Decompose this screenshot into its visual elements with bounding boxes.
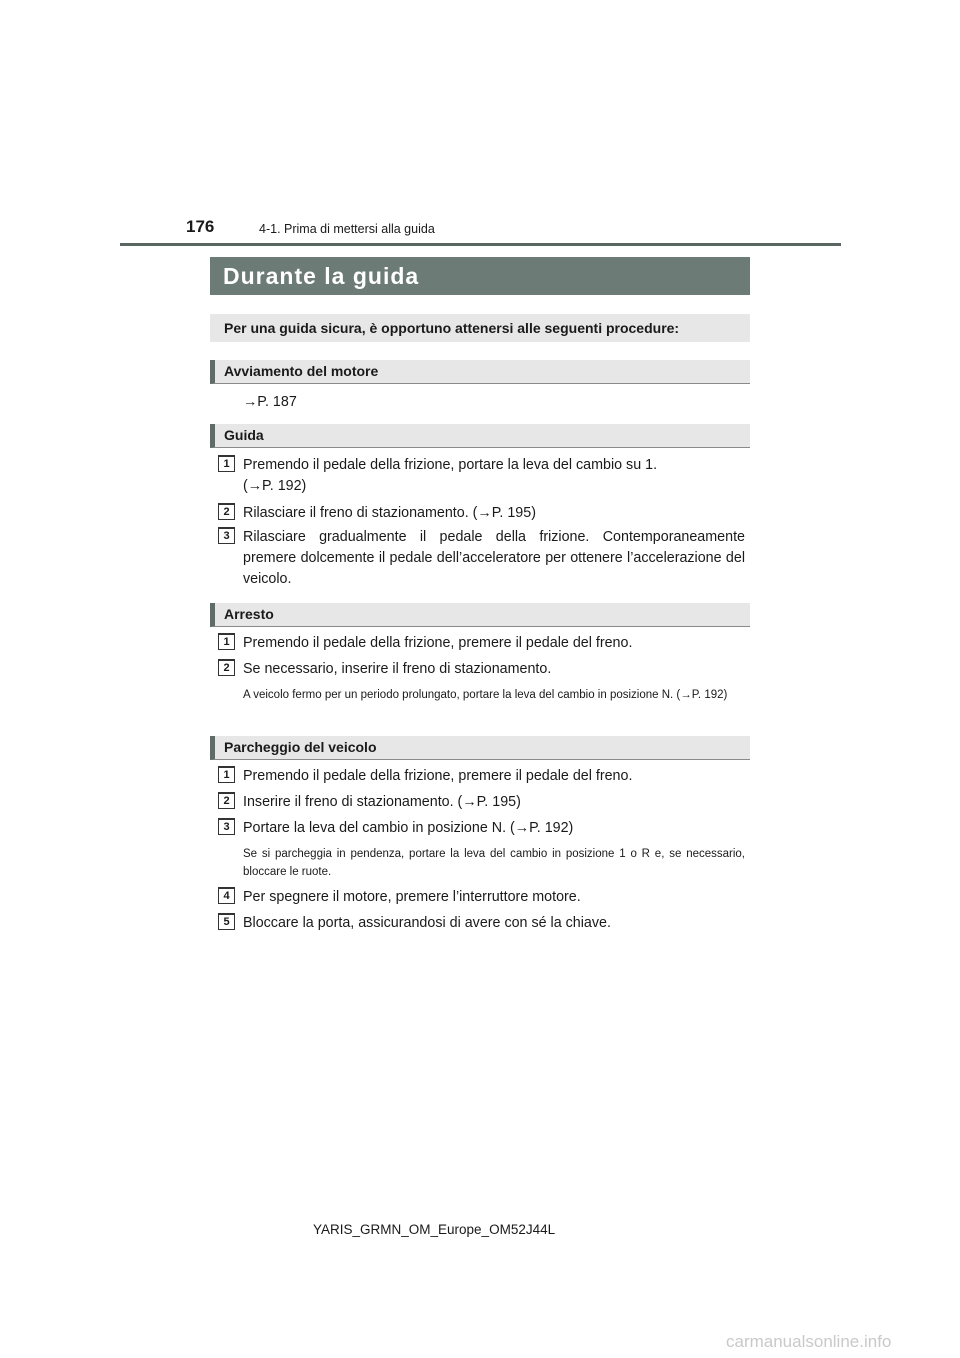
guida-step-1 bbox=[243, 455, 745, 497]
avviamento-reference: →P. 187 bbox=[243, 394, 297, 410]
parcheggio-step-4: Per spegnere il motore, premere l’interruttore motore. bbox=[243, 889, 581, 905]
page-number: 176 bbox=[186, 217, 215, 236]
heading-avviamento: Avviamento del motore bbox=[210, 360, 750, 384]
arresto-step-2: Se necessario, inserire il freno di stazionamento. bbox=[243, 661, 552, 677]
footer-model-code: YARIS_GRMN_OM_Europe_OM52J44L bbox=[313, 1222, 556, 1237]
parcheggio-step-2: Inserire il freno di stazionamento. (→P. 195) bbox=[243, 794, 521, 810]
page-title: Durante la guida bbox=[210, 257, 750, 295]
step-number-badge: 2 bbox=[218, 659, 235, 676]
step-number-badge: 1 bbox=[218, 766, 235, 783]
guida-step-1-ref: (→P. 192) bbox=[243, 478, 307, 494]
step-number-badge: 3 bbox=[218, 527, 235, 544]
heading-guida: Guida bbox=[210, 424, 750, 448]
intro-text: Per una guida sicura, è opportuno attenersi alle seguenti procedure: bbox=[210, 314, 750, 342]
step-number-badge: 2 bbox=[218, 792, 235, 809]
step-number-badge: 1 bbox=[218, 455, 235, 472]
arresto-step-1: Premendo il pedale della frizione, premere il pedale del freno. bbox=[243, 635, 633, 651]
step-number-badge: 4 bbox=[218, 887, 235, 904]
section-header: 4-1. Prima di mettersi alla guida bbox=[259, 222, 435, 236]
step-number-badge: 2 bbox=[218, 503, 235, 520]
header-divider bbox=[120, 243, 841, 246]
step-number-badge: 1 bbox=[218, 633, 235, 650]
parcheggio-step-5: Bloccare la porta, assicurandosi di avere con sé la chiave. bbox=[243, 915, 611, 931]
parcheggio-step-1: Premendo il pedale della frizione, premere il pedale del freno. bbox=[243, 768, 633, 784]
step-number-badge: 5 bbox=[218, 913, 235, 930]
step-number-badge: 3 bbox=[218, 818, 235, 835]
parcheggio-note: Se si parcheggia in pendenza, portare la leva del cambio in posizione 1 o R e, se necessario, bloccare le ruote. bbox=[243, 848, 745, 878]
arresto-note: A veicolo fermo per un periodo prolungato, portare la leva del cambio in posizione N. (→P. 192) bbox=[243, 689, 728, 701]
parcheggio-step-3: Portare la leva del cambio in posizione N. (→P. 192) bbox=[243, 820, 574, 836]
heading-arresto: Arresto bbox=[210, 603, 750, 627]
watermark: carmanualsonline.info bbox=[726, 1332, 892, 1351]
guida-step-3: Rilasciare gradualmente il pedale della frizione. Contemporaneamente premere dolcemente il pedale dell’acceleratore per ottenere l’accelerazione del veicolo. bbox=[243, 529, 745, 587]
guida-step-1-text: Premendo il pedale della frizione, portare la leva del cambio su 1. bbox=[243, 457, 658, 473]
guida-step-2: Rilasciare il freno di stazionamento. (→P. 195) bbox=[243, 505, 536, 521]
heading-parcheggio: Parcheggio del veicolo bbox=[210, 736, 750, 760]
